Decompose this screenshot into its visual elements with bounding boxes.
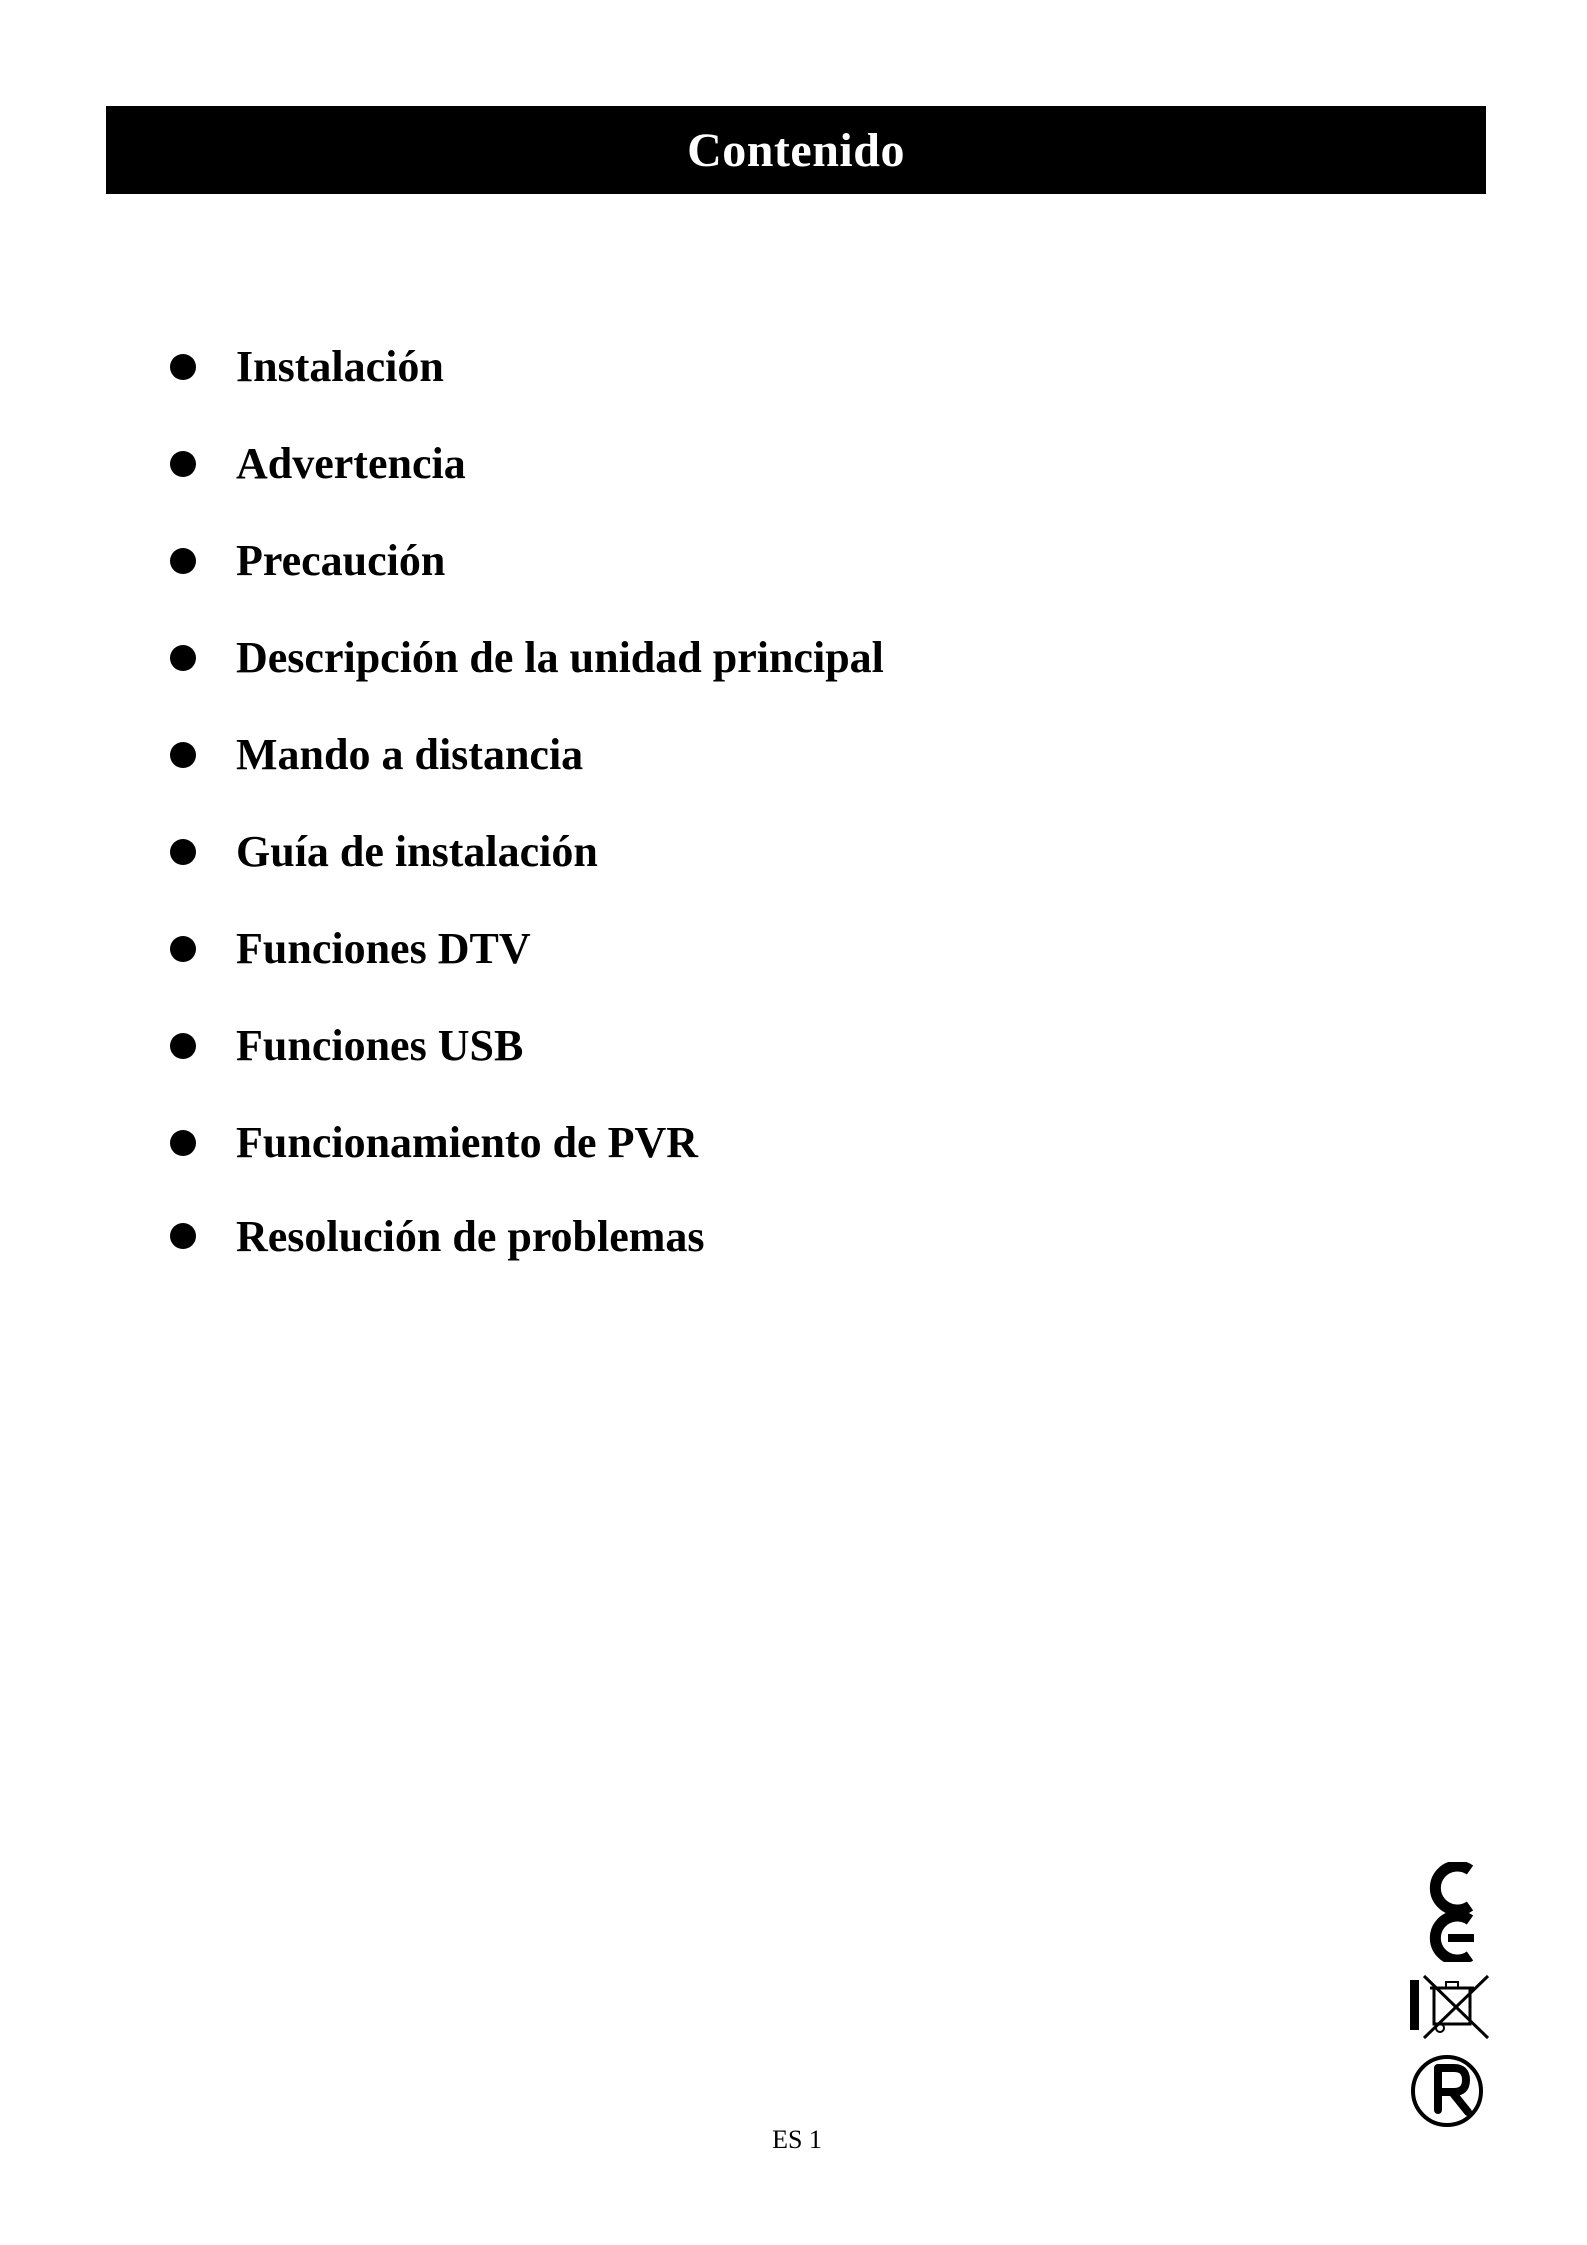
toc-label: Precaución <box>236 536 446 585</box>
toc-item-remote-control <box>170 706 884 803</box>
bullet-icon <box>170 742 196 768</box>
weee-bin-icon <box>1408 1970 1492 2040</box>
toc-label: Funcionamiento de PVR <box>236 1118 698 1167</box>
toc-item-installation-guide <box>170 803 884 900</box>
toc-item-installation <box>170 318 884 415</box>
toc-label: Guía de instalación <box>236 827 598 876</box>
rohs-icon <box>1408 2052 1486 2130</box>
toc-label: Funciones DTV <box>236 924 531 973</box>
bullet-icon <box>170 645 196 671</box>
toc-item-caution <box>170 512 884 609</box>
bullet-icon <box>170 1223 196 1249</box>
toc-item-usb-functions <box>170 997 884 1094</box>
toc-item-troubleshooting <box>170 1191 884 1281</box>
toc-label: Mando a distancia <box>236 730 584 779</box>
toc-item-pvr-operation <box>170 1094 884 1191</box>
title-bar <box>106 106 1486 194</box>
bullet-icon <box>170 1033 196 1059</box>
toc-item-main-unit <box>170 609 884 706</box>
compliance-marks <box>1408 1862 1498 2130</box>
toc-label: Descripción de la unidad principal <box>236 633 884 682</box>
bullet-icon <box>170 1130 196 1156</box>
bullet-icon <box>170 548 196 574</box>
bullet-icon <box>170 451 196 477</box>
page-title: Contenido <box>687 123 905 177</box>
toc-label: Funciones USB <box>236 1021 524 1070</box>
page-number: ES 1 <box>772 2125 822 2154</box>
table-of-contents <box>170 318 884 1281</box>
toc-label: Instalación <box>236 342 444 391</box>
ce-mark-icon <box>1408 1862 1488 1962</box>
toc-label: Advertencia <box>236 439 466 488</box>
bullet-icon <box>170 354 196 380</box>
toc-item-warning <box>170 415 884 512</box>
bullet-icon <box>170 936 196 962</box>
toc-item-dtv-functions <box>170 900 884 997</box>
bullet-icon <box>170 839 196 865</box>
toc-label: Resolución de problemas <box>236 1211 705 1261</box>
